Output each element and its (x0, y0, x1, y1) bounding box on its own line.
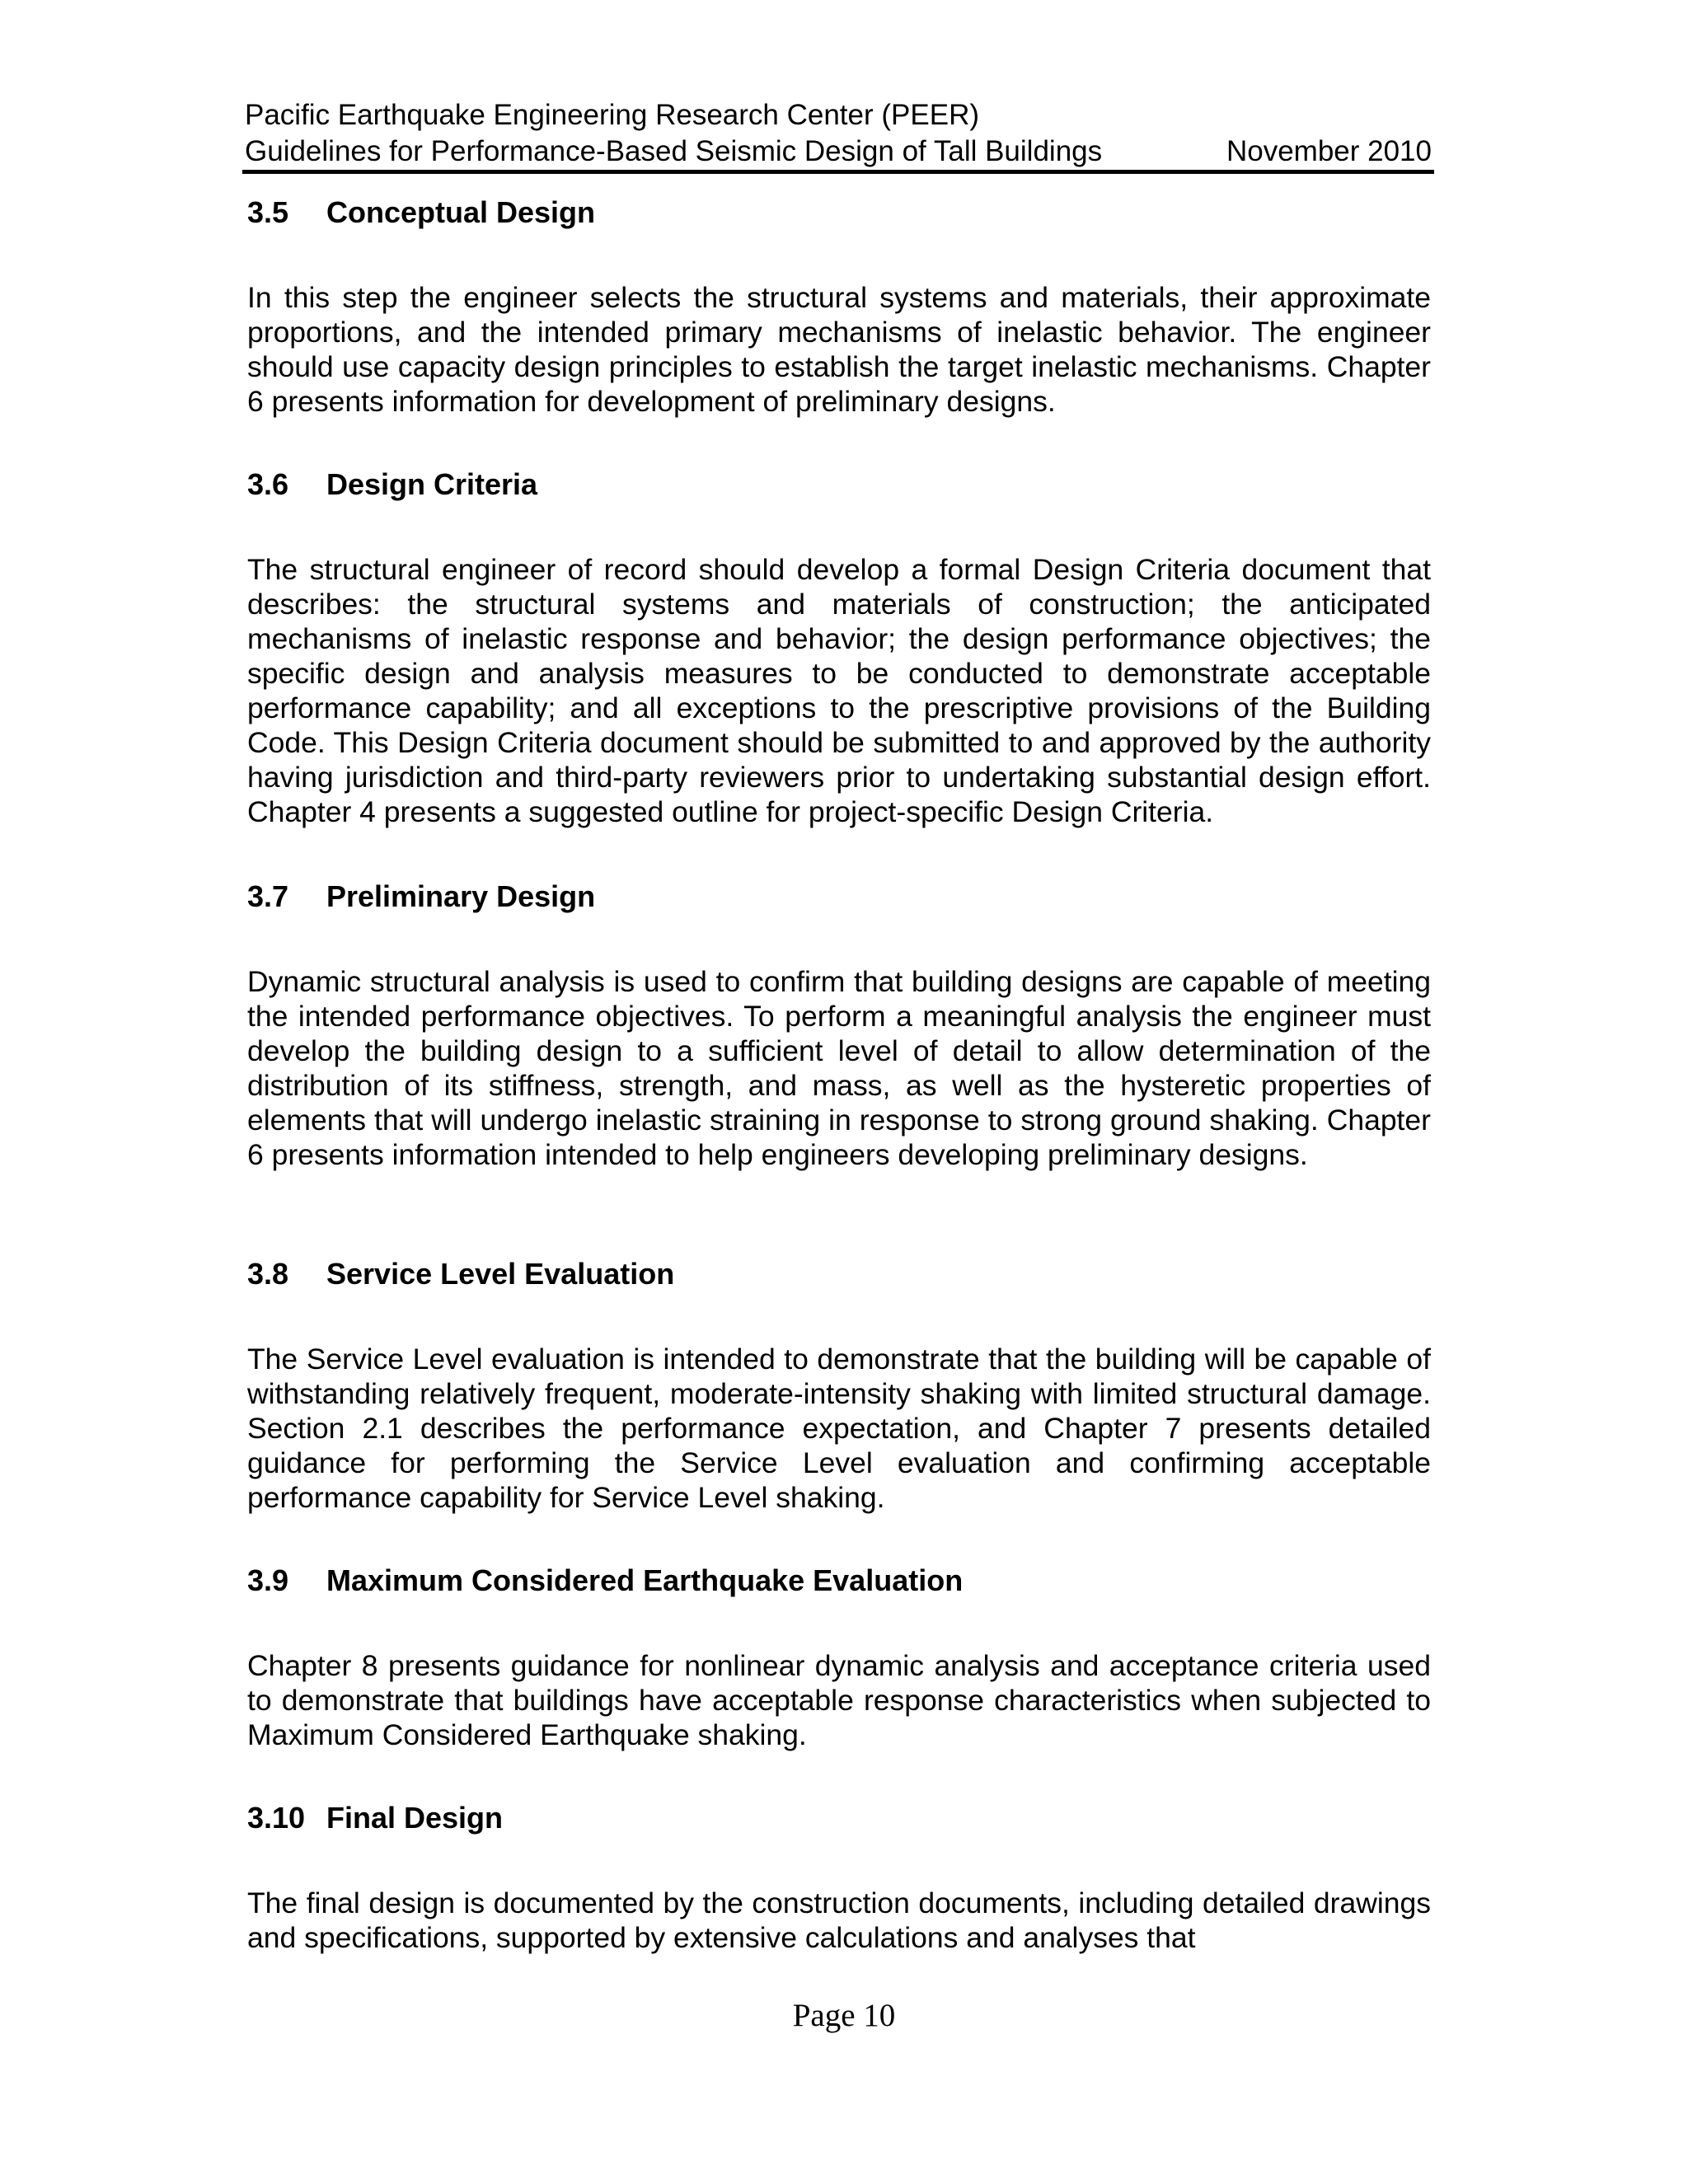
header-date: November 2010 (1226, 135, 1432, 167)
page-number: Page 10 (792, 1998, 896, 2033)
section-title: Final Design (326, 1801, 504, 1835)
section-title: Maximum Considered Earthquake Evaluation (326, 1563, 964, 1597)
header-title-row (245, 134, 1432, 170)
section-body (247, 1886, 1431, 1955)
section-paragraph: Chapter 8 presents guidance for nonlinear dynamic analysis and acceptance criteria used to demonstrate that buildings have acceptable response characteristics when subjected to Maximum Considered Earthquake shaking. (247, 1649, 1431, 1751)
section-heading (247, 1563, 1431, 1599)
section-paragraph: The Service Level evaluation is intended to demonstrate that the building will be capable of withstanding relatively frequent, moderate-intensity shaking with limited structural damage. Section 2.1 describes the performance expectation, and Chapter 7 presents detailed guidance for performing the Service Level evaluation and confirming acceptable performance capability for Service Level shaking. (247, 1343, 1431, 1514)
section-number: 3.7 (247, 879, 289, 913)
section-heading (247, 194, 1431, 231)
section-title: Conceptual Design (326, 195, 596, 229)
section-paragraph: Dynamic structural analysis is used to confirm that building designs are capable of meeting the intended performance objectives. To perform a meaningful analysis the engineer must develop the building design to a sufficient level of detail to allow determination of the distribution of its stiffness, strength, and mass, as well as the hysteretic properties of elements that will undergo inelastic straining in response to strong ground shaking. Chapter 6 presents information intended to help engineers developing preliminary designs. (247, 965, 1431, 1171)
section-title: Service Level Evaluation (326, 1257, 675, 1291)
header-organization: Pacific Earthquake Engineering Research Center (PEER) (245, 99, 979, 131)
section-body (247, 1648, 1431, 1752)
section-body (247, 552, 1431, 829)
section-title: Design Criteria (326, 467, 538, 501)
header-divider (242, 170, 1434, 174)
section-paragraph: In this step the engineer selects the structural systems and materials, their approximate proportions, and the intended primary mechanisms of inelastic behavior. The engineer should use capacity design principles to establish the target inelastic mechanisms. Chapter 6 presents information for development of preliminary designs. (247, 281, 1431, 418)
section-number: 3.5 (247, 195, 289, 229)
section-heading (247, 466, 1431, 503)
section-body (247, 964, 1431, 1172)
running-header (245, 97, 1432, 170)
section-number: 3.9 (247, 1563, 289, 1597)
section-heading (247, 879, 1431, 915)
section-body (247, 280, 1431, 419)
section-number: 3.6 (247, 467, 289, 501)
section-title: Preliminary Design (326, 879, 596, 913)
header-document-title: Guidelines for Performance-Based Seismic Design of Tall Buildings (245, 135, 1103, 167)
section-paragraph: The structural engineer of record should develop a formal Design Criteria document that describes: the structural systems and materials of construction; the anticipated mechanisms of inelastic response and behavior; the design performance objectives; the specific design and analysis measures to be conducted to demonstrate acceptable performance capability; and all exceptions to the prescriptive provisions of the Building Code. This Design Criteria document should be submitted to and approved by the authority having jurisdiction and third-party reviewers prior to undertaking substantial design effort. Chapter 4 presents a suggested outline for project-specific Design Criteria. (247, 553, 1431, 828)
section-body (247, 1342, 1431, 1515)
section-paragraph: The final design is documented by the construction documents, including detailed drawings and specifications, supported by extensive calculations and analyses that (247, 1886, 1431, 1954)
section-number: 3.10 (247, 1801, 306, 1835)
section-heading (247, 1256, 1431, 1292)
section-number: 3.8 (247, 1257, 289, 1291)
section-heading (247, 1800, 1431, 1836)
